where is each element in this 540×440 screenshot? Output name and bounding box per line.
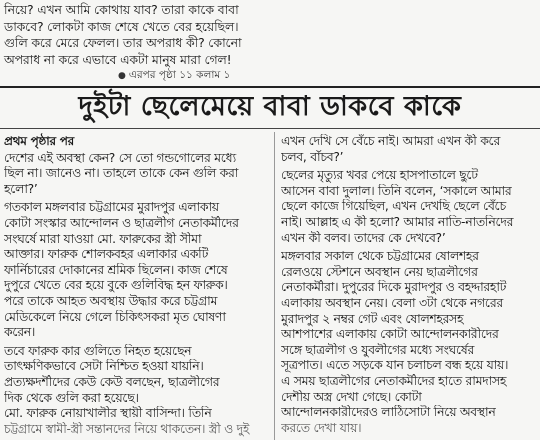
previous-story-line: গুলি করে মেরে ফেলল। তার অপরাধ কী? কোনো (4, 35, 242, 50)
right-column-line: এখন দেখি সে বেঁচে নাই। আমরা এখন কী করে (281, 134, 501, 148)
bullet-icon: ● (118, 71, 126, 81)
left-column-line: প্রত্যক্ষদর্শীদের কেউ কেউ বলছেন, ছাত্রলীগের (4, 374, 220, 389)
right-column-line: নেতাকর্মীরা। দুপুরের দিকে মুরাদপুর ও বহদ্দারহাট (281, 280, 507, 295)
left-column-line: মেডিকেলে নিয়ে গেলে চিকিৎসকরা মৃত ঘোষণা (4, 309, 226, 324)
left-column-body (4, 151, 270, 438)
right-column-line: মুরাদপুর ২ নম্বর গেট এবং ষোলশহরসহ (281, 311, 464, 326)
left-column-line: গতকাল মঙ্গলবার চট্টগ্রামের মুরাদপুর এলাকায় (4, 200, 219, 215)
left-column-line: হলো?’ (4, 181, 38, 196)
right-column-line: করতে দেখা যায়। (281, 420, 362, 435)
kicker-label: প্রথম পৃষ্ঠার পর (4, 134, 75, 148)
left-column-line: দুপুরে খেতে বের হয়ে বুকে গুলিবিদ্ধ হন ফারুক। (4, 278, 228, 293)
headline-rule (0, 128, 540, 129)
left-column-line: চট্টগ্রামে স্বামী-স্ত্রী সন্তানদের নিয়ে থাকতেন। স্ত্রী ও দুই (4, 421, 249, 436)
continuation-note (118, 68, 230, 85)
left-column-line: পরে তাকে আহত অবস্থায় উদ্ধার করে চট্টগ্রাম (4, 293, 218, 308)
left-column-line: আক্তার। ফারুক শোলকবহর এলাকার একটি (4, 247, 209, 262)
right-column-line: এ সময় ছাত্রলীগের নেতাকর্মীদের হাতে রামদাসহ (281, 373, 507, 388)
right-column-line: চলব, বাঁচব?’ (281, 149, 344, 164)
right-column-line: ছেলের মৃত্যুর খবর পেয়ে হাসপাতালে ছুটে (281, 168, 478, 183)
right-column-line: ছেলে কাজে গিয়েছিল, এখন দেখছি ছেলে বেঁচে (281, 199, 506, 214)
column-divider (274, 132, 275, 440)
left-column-line: কোটা সংস্কার আন্দোলন ও ছাত্রলীগ নেতাকর্মীদের (4, 215, 239, 230)
left-column-line: সংঘর্ষে মারা যাওয়া মো. ফারুকের স্ত্রী সীমা (4, 231, 202, 246)
left-column-line: দিক থেকে গুলি করা হয়েছে। (4, 390, 139, 405)
right-column-line: রেলওয়ে স্টেশনে অবস্থান নেয় ছাত্রলীগের (281, 264, 478, 279)
left-column-line: তাৎক্ষণিকভাবে সেটা নিশ্চিত হওয়া যায়নি। (4, 359, 204, 374)
right-column-line: সঙ্গে ছাত্রলীগ ও যুবলীগের মধ্যে সংঘর্ষের (281, 342, 474, 357)
right-column-body (281, 134, 539, 436)
right-column-line: দেশীয় অস্ত্র দেখা গেছে। কোটা (281, 389, 422, 404)
right-column-line: নাই। আল্লাহ এ কী হলো? আমার নাতি-নাতনিদের (281, 214, 514, 229)
previous-story-line: অপরাধ না করে এভাবে একটা মানুষ মারা গেল! (4, 51, 232, 67)
previous-story-line: নিয়ে? এখন আমি কোথায় যাব? তারা কাকে বাবা (4, 2, 239, 17)
right-column-line: সূত্রপাত। এতে সড়কে যান চলাচল বন্ধ হয়ে যায়। (281, 358, 509, 373)
left-column-line: ছিল না। জানেও না। তাহলে তাকে কেন গুলি করা (4, 166, 239, 181)
right-column-line: এলাকায় অবস্থান নেয়। বেলা ৩টা থেকে নগরের (281, 295, 503, 310)
article-left-column (4, 134, 270, 437)
left-column-line: মো. ফারুক নোয়াখালীর স্থায়ী বাসিন্দা। তিনি (4, 406, 212, 421)
right-column-line: এখন কী বলব। তাদের কে দেখবে?’ (281, 230, 446, 245)
previous-story-text (4, 2, 304, 68)
right-column-line: আশপাশের এলাকায় কোটা আন্দোলনকারীদের (281, 327, 499, 342)
right-column-line: আসেন বাবা দুলাল। তিনি বলেন, ‘সকালে আমার (281, 183, 512, 198)
continuation-text: এরপর পৃষ্ঠা ১১ কলাম ১ (128, 69, 231, 81)
article-right-column (281, 134, 539, 436)
previous-story-line: ডাকবে? লোকটা কাজ শেষে খেতে বের হয়েছিল। (4, 18, 239, 34)
left-column-line: তবে ফারুক কার গুলিতে নিহত হয়েছেন (4, 343, 192, 358)
headline: দুইটা ছেলেমেয়ে বাবা ডাকবে কাকে (78, 91, 462, 122)
left-column-line: দেশের এই অবস্থা কেন? সে তো গন্ডগোলের মধ্যে (4, 150, 236, 165)
right-column-line: আন্দোলনকারীদেরও লাঠিসোটা নিয়ে অবস্থান (281, 405, 496, 420)
right-column-line: মঙ্গলবার সকাল থেকে চট্টগ্রামের ষোলশহর (281, 249, 479, 264)
left-column-line: করেন। (4, 325, 36, 340)
left-column-line: ফার্নিচারের দোকানের শ্রমিক ছিলেন। কাজ শেষে (4, 262, 228, 277)
